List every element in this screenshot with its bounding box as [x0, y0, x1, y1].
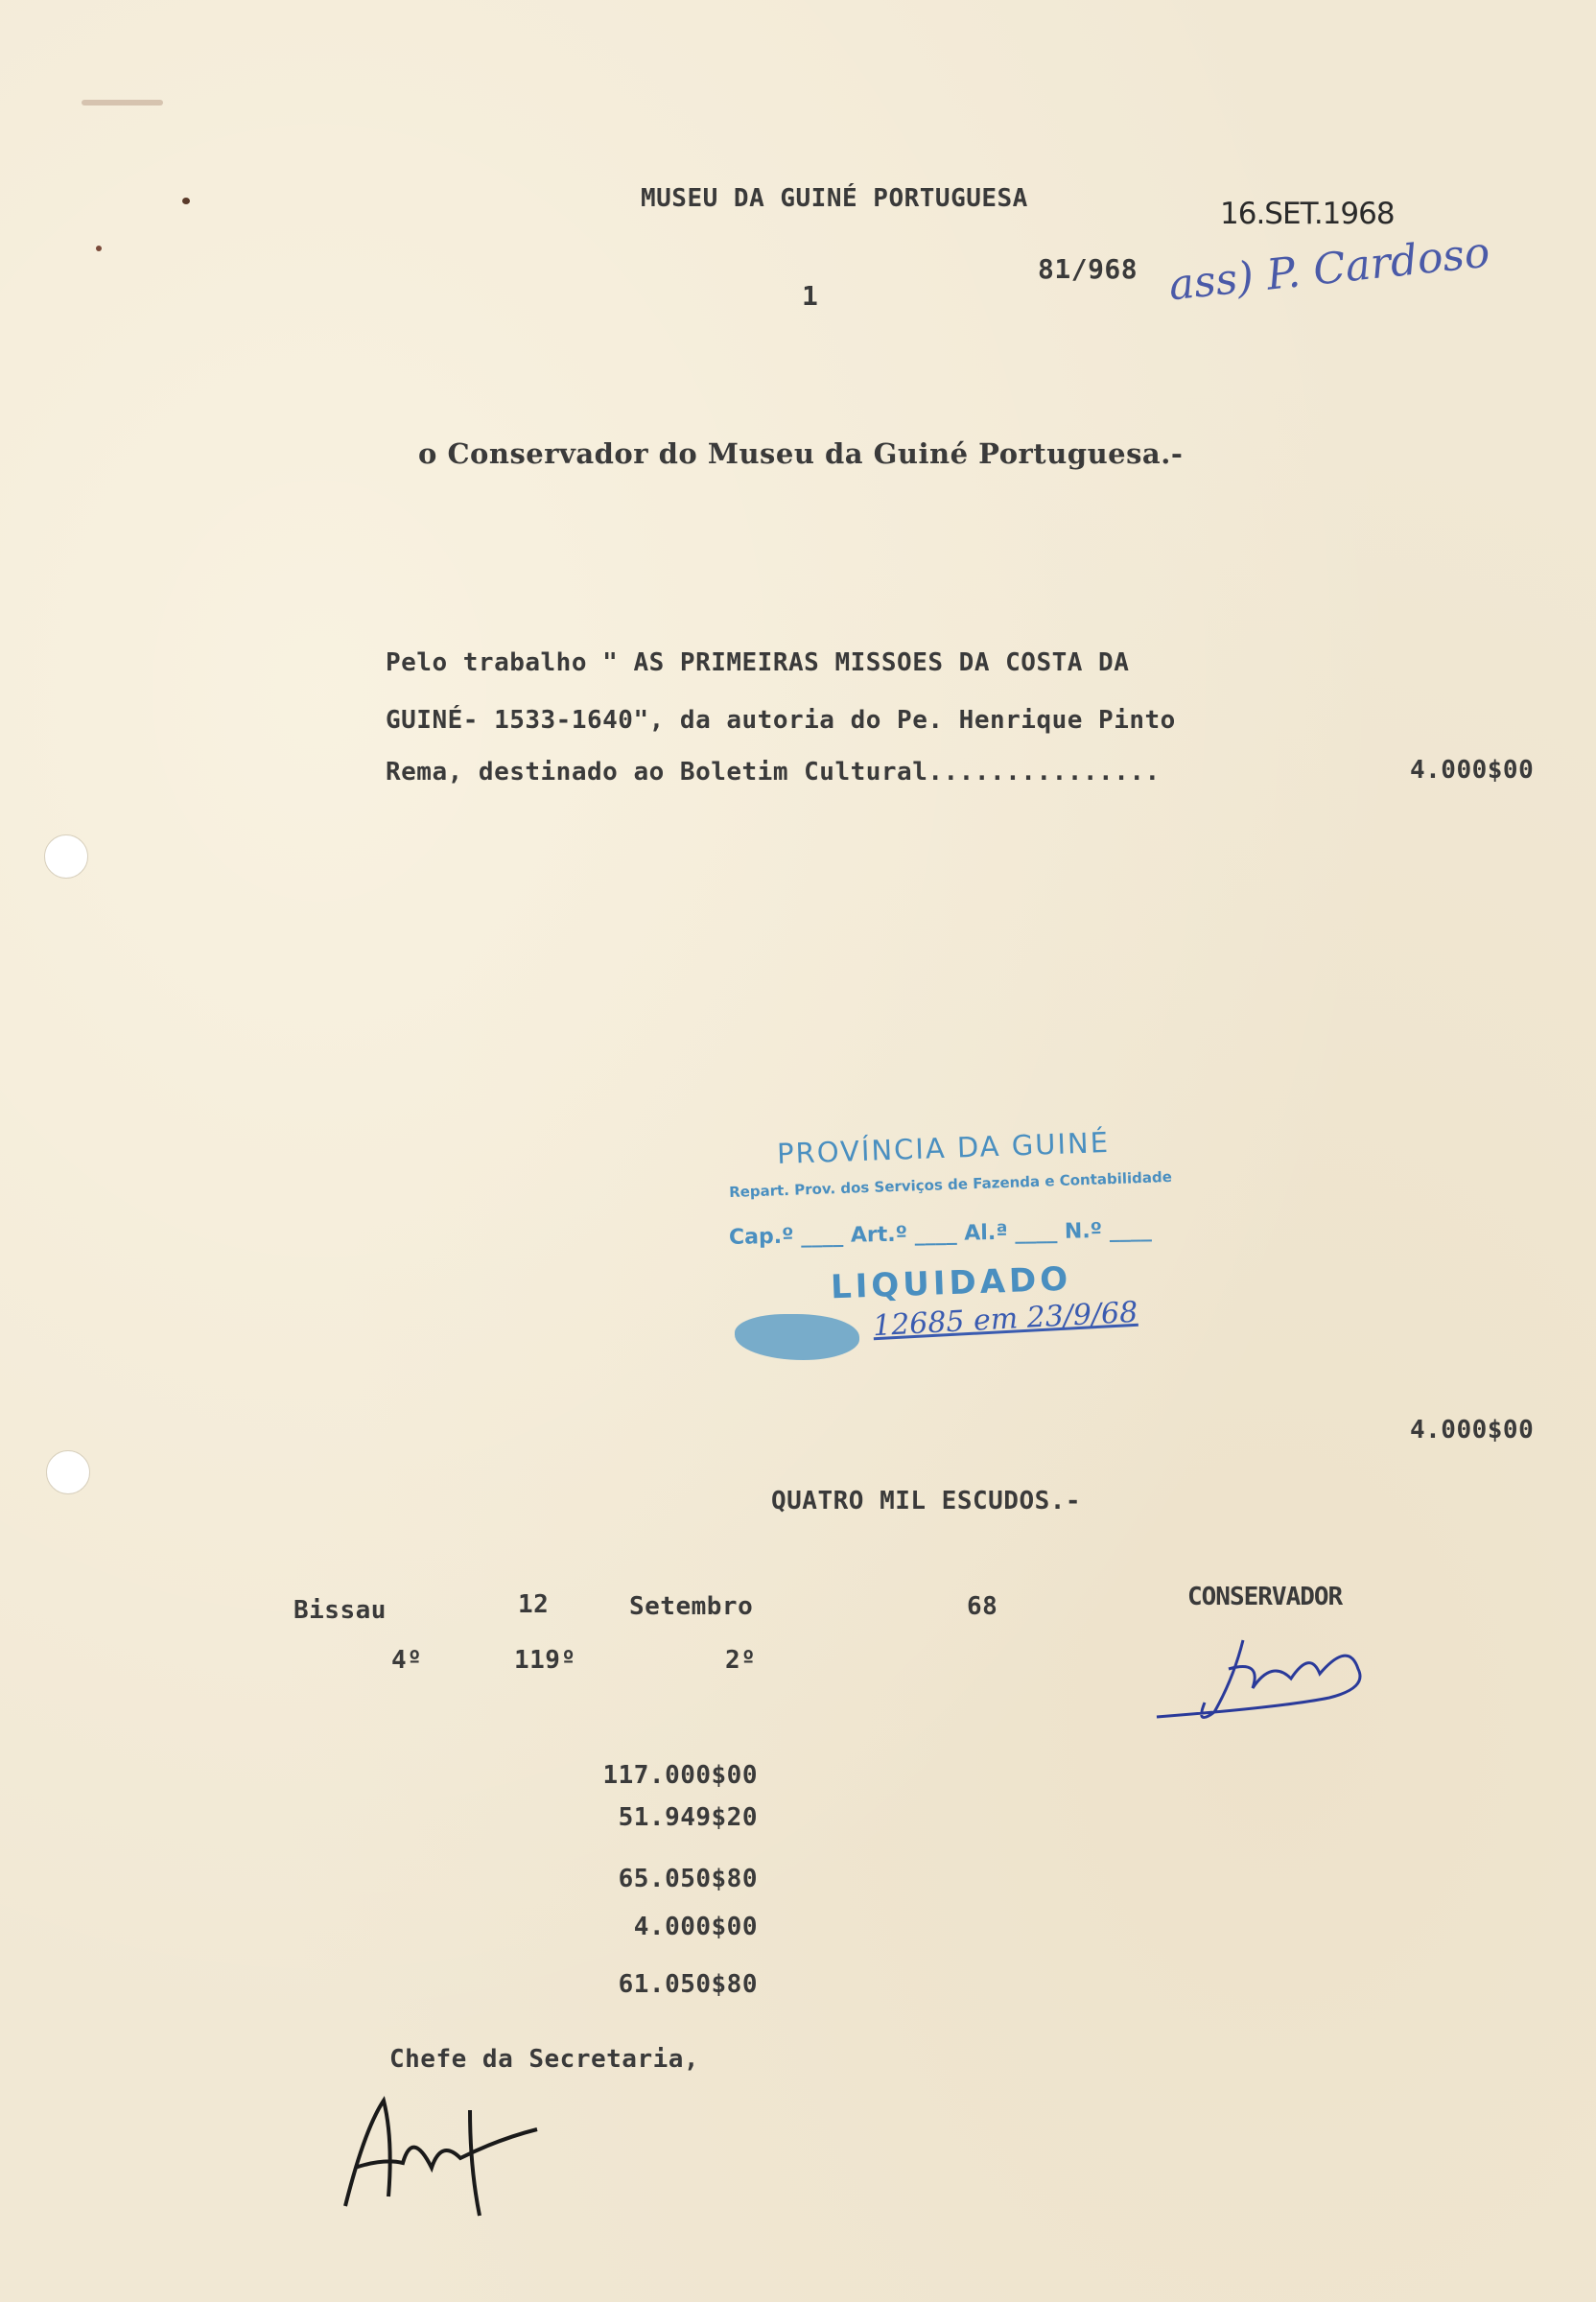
stamp-subtitle: Repart. Prov. dos Serviços de Fazenda e Contabilidade	[728, 1167, 1173, 1202]
ink-spot	[182, 198, 190, 204]
ledger-value-5: 61.050$80	[618, 1970, 758, 1999]
ledger-value-2: 51.949$20	[618, 1803, 758, 1832]
stamp-fields: Cap.º ____ Art.º ____ Al.ª ____ N.º ____	[728, 1218, 1152, 1250]
date-code-2: 119º	[514, 1646, 576, 1675]
item-line-1: Pelo trabalho " AS PRIMEIRAS MISSOES DA COSTA DA	[386, 648, 1130, 677]
ledger-value-3: 65.050$80	[618, 1865, 758, 1893]
stamp-date: 16.SET.1968	[1220, 197, 1395, 231]
secretary-signature	[326, 2072, 575, 2225]
institution-header: MUSEU DA GUINÉ PORTUGUESA	[641, 184, 1028, 213]
stamp-title: PROVÍNCIA DA GUINÉ	[776, 1125, 1111, 1171]
conservador-signature	[1138, 1621, 1387, 1736]
reference-number: 81/968	[1038, 253, 1138, 285]
item-line-3: Rema, destinado ao Boletim Cultural...............	[386, 758, 1161, 787]
date-code-1: 4º	[391, 1646, 423, 1675]
date-day: 12	[518, 1590, 550, 1619]
stamp-status: LIQUIDADO	[830, 1259, 1072, 1307]
total-amount: 4.000$00	[1410, 1416, 1535, 1445]
secretary-title: Chefe da Secretaria,	[389, 2045, 700, 2074]
page-mark: 1	[802, 280, 819, 312]
punch-hole-bottom	[46, 1450, 90, 1494]
stamp-ink-blot	[735, 1314, 859, 1360]
date-month: Setembro	[629, 1592, 754, 1621]
date-code-3: 2º	[725, 1646, 757, 1675]
handwritten-note: ass) P. Cardoso	[1166, 227, 1492, 311]
liquidado-stamp	[719, 1113, 1218, 1381]
stamp-number-date: 12685 em 23/9/68	[872, 1295, 1139, 1344]
amount-in-words: QUATRO MIL ESCUDOS.-	[771, 1487, 1082, 1515]
ink-spot	[96, 246, 102, 251]
date-place: Bissau	[293, 1596, 387, 1625]
item-amount: 4.000$00	[1410, 756, 1535, 785]
ledger-value-1: 117.000$00	[602, 1761, 758, 1790]
ledger-value-4: 4.000$00	[633, 1913, 758, 1941]
rust-mark	[82, 100, 163, 106]
signatory-title: CONSERVADOR	[1187, 1583, 1343, 1611]
item-line-2: GUINÉ- 1533-1640", da autoria do Pe. Henrique Pinto	[386, 706, 1176, 735]
punch-hole-top	[44, 834, 88, 879]
addressee-line: o Conservador do Museu da Guiné Portuguesa.-	[418, 437, 1184, 470]
date-year: 68	[967, 1592, 998, 1621]
